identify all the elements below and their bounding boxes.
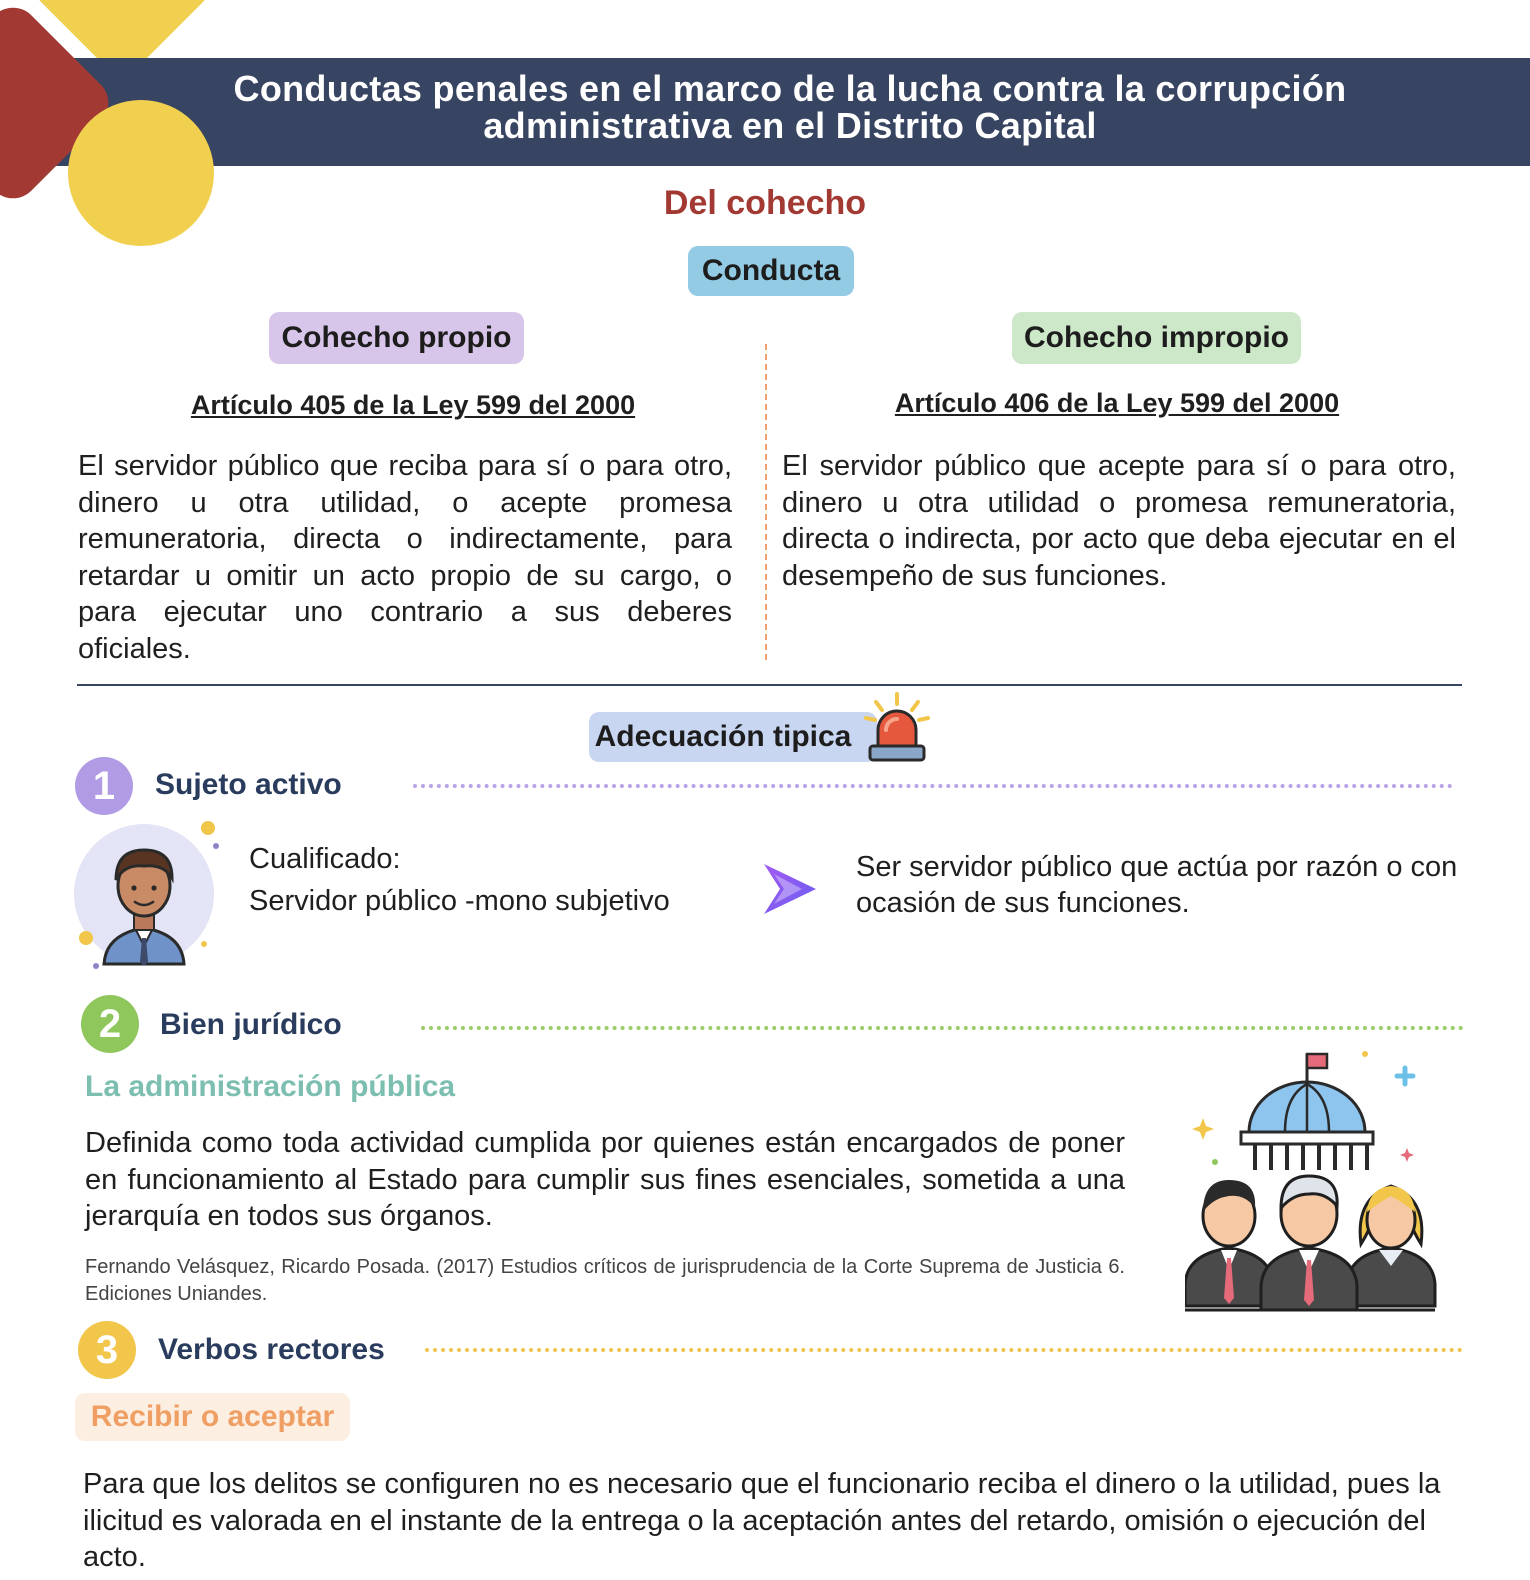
verbos-rectores-text: Para que los delitos se configuren no es necesario que el funcionario reciba el dinero o la utilidad, pues la ilicitud es valorada en el instante de la entrega o la aceptación antes del retardo, omisión o ejecución del acto.	[83, 1468, 1441, 1573]
administracion-publica-subtitle: La administración pública	[85, 1070, 456, 1103]
recibir-aceptar-pill: Recibir o aceptar	[75, 1393, 350, 1441]
citation: Fernando Velásquez, Ricardo Posada. (2017) Estudios críticos de jurisprudencia de la Corte Suprema de Justicia 6. Ediciones Uniandes.	[85, 1256, 1125, 1305]
section-number-3: 3	[78, 1321, 136, 1379]
section-number-1: 1	[75, 757, 133, 815]
cohecho-impropio-text: El servidor público que acepte para sí o para otro, dinero u otra utilidad o promesa remuneratoria, directa o indirecta, por acto que deba ejecutar en el desempeño de sus funciones.	[782, 450, 1456, 592]
arrow-right-icon	[762, 862, 818, 916]
government-building-people-icon	[1185, 1048, 1460, 1318]
dotted-divider-2	[421, 1026, 1464, 1030]
adecuacion-pill: Adecuación tipica	[589, 712, 877, 762]
section-number-2: 2	[81, 995, 139, 1053]
bien-juridico-heading: Bien jurídico	[160, 1008, 342, 1041]
dotted-divider-1	[413, 784, 1453, 788]
horizontal-divider	[77, 684, 1462, 686]
cohecho-propio-pill: Cohecho propio	[269, 312, 524, 364]
cohecho-propio-text: El servidor público que reciba para sí o para otro, dinero u otra utilidad, o acepte promesa remuneratoria, directa o indirectamente, para retardar u omitir un acto propio de su cargo, o para ejecutar uno contrario a sus deberes oficiales.	[78, 450, 732, 665]
section-title: Del cohecho	[663, 184, 867, 222]
cualificado-detail: Servidor público -mono subjetivo	[249, 885, 670, 917]
verbos-rectores-heading: Verbos rectores	[158, 1333, 385, 1366]
page-title: Conductas penales en el marco de la lucha contra la corrupción administrativa en el Distrito Capital	[233, 68, 1347, 146]
dotted-divider-3	[425, 1348, 1463, 1352]
businessman-avatar-icon	[72, 818, 222, 978]
siren-icon	[862, 690, 932, 766]
cohecho-impropio-pill: Cohecho impropio	[1012, 312, 1301, 364]
sujeto-activo-description: Ser servidor público que actúa por razón o con ocasión de sus funciones.	[856, 851, 1458, 919]
administracion-publica-text: Definida como toda actividad cumplida por quienes están encargados de poner en funcionamiento al Estado para cumplir sus fines esenciales, sometida a una jerarquía en todos sus órganos.	[85, 1127, 1125, 1232]
article-405-title: Artículo 405 de la Ley 599 del 2000	[190, 390, 636, 420]
sujeto-activo-heading: Sujeto activo	[155, 768, 342, 801]
conducta-pill: Conducta	[688, 246, 854, 296]
article-406-title: Artículo 406 de la Ley 599 del 2000	[894, 388, 1340, 418]
cualificado-label: Cualificado:	[249, 843, 401, 875]
cualificado-block	[249, 838, 670, 922]
column-divider	[765, 344, 767, 660]
